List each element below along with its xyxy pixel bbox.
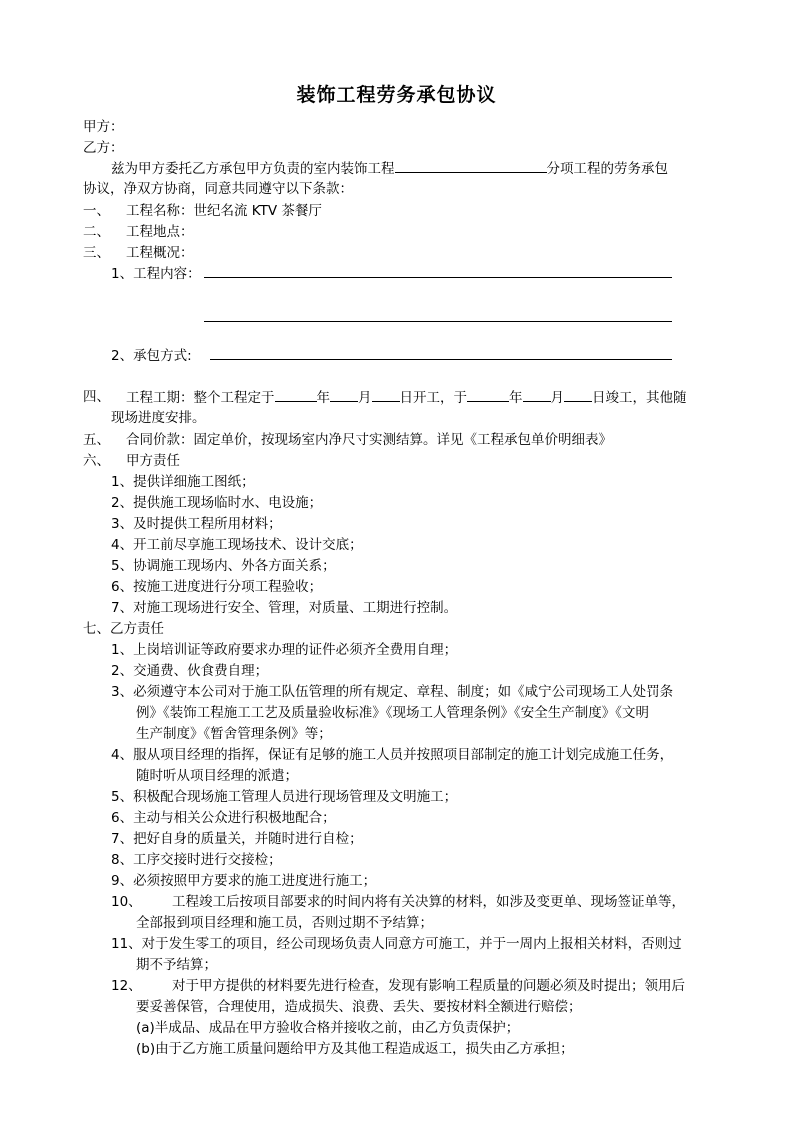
party-b-duty-5: 5、积极配合现场施工管理人员进行现场管理及文明施工； (111, 789, 458, 805)
end-month-unit: 月 (550, 390, 564, 406)
start-month-blank (330, 387, 358, 402)
intro-text-1: 兹为甲方委托乙方承包甲方负责的室内装饰工程 (111, 161, 395, 177)
work-content-blank-1 (204, 277, 672, 278)
section-4-number: 四、 (83, 389, 110, 405)
intro-line-1 (111, 158, 668, 178)
contract-method-label: 2、承包方式: (111, 348, 192, 364)
party-a-duty-2: 2、提供施工现场临时水、电设施； (111, 495, 323, 511)
party-b-duty-4-line-2: 随时听从项目经理的派遣； (136, 768, 298, 784)
section-2-number: 二、 (83, 224, 110, 240)
section-1-text: 工程名称：世纪名流 KTV 茶餐厅 (126, 203, 322, 219)
party-b-duty-3-line-2: 例》《装饰工程施工工艺及质量验收标准》《现场工人管理条例》《安全生产制度》《文明 (136, 705, 649, 721)
section-5-number: 五、 (83, 432, 110, 448)
section-6-number: 六、 (83, 453, 110, 469)
end-year-blank (467, 387, 509, 402)
party-b-duty-10-line-2: 全部报到项目经理和施工员，否则过期不予结算； (136, 915, 433, 931)
end-text: 日竣工，其他随 (592, 390, 687, 406)
work-content-blank-2 (204, 321, 672, 322)
project-blank (395, 158, 547, 173)
party-b-duty-12-clause-a: (a)半成品、成品在甲方验收合格并接收之前，由乙方负责保护； (136, 1020, 520, 1036)
party-b-duty-3-line-3: 生产制度》《暂舍管理条例》等； (136, 726, 332, 742)
party-b-label: 乙方： (83, 140, 124, 156)
party-b-duty-6: 6、主动与相关公众进行积极地配合； (111, 810, 336, 826)
party-b-duty-3-line-1: 3、必须遵守本公司对于施工队伍管理的所有规定、章程、制度；如《咸宁公司现场工人处罚条 (111, 684, 674, 700)
party-b-duty-4-line-1: 4、服从项目经理的指挥，保证有足够的施工人员并按照项目部制定的施工计划完成施工任务， (111, 747, 674, 763)
party-b-duty-2: 2、交通费、伙食费自理； (111, 663, 269, 679)
party-b-duty-9: 9、必须按照甲方要求的施工进度进行施工； (111, 873, 377, 889)
start-year-unit: 年 (316, 390, 330, 406)
start-text: 日开工，于 (399, 390, 467, 406)
end-day-blank (564, 387, 592, 402)
start-month-unit: 月 (358, 390, 372, 406)
start-year-blank (275, 387, 317, 402)
party-b-duty-11-line-2: 期不予结算； (136, 957, 217, 973)
party-b-duty-8: 8、工序交接时进行交接检； (111, 852, 282, 868)
start-day-blank (372, 387, 400, 402)
section-6-title: 甲方责任 (126, 453, 180, 469)
party-b-duty-10-line-1: 工程竣工后按项目部要求的时间内将有关决算的材料，如涉及变更单、现场签证单等， (172, 894, 685, 910)
party-b-duty-10-number: 10、 (111, 894, 142, 910)
section-2-text: 工程地点： (126, 224, 194, 240)
party-b-duty-12-clause-b: (b)由于乙方施工质量问题给甲方及其他工程造成返工，损失由乙方承担； (136, 1041, 574, 1057)
section-1-number: 一、 (83, 203, 110, 219)
intro-line-2: 协议，净双方协商，同意共同遵守以下条款： (83, 181, 353, 197)
document-title: 装饰工程劳务承包协议 (296, 84, 497, 106)
party-a-label: 甲方： (83, 119, 124, 135)
party-a-duty-1: 1、提供详细施工图纸； (111, 474, 255, 490)
party-b-duty-12-line-2: 要妥善保管，合理使用，造成损失、浪费、丢失、要按材料全额进行赔偿； (136, 999, 582, 1015)
contract-method-blank (210, 359, 672, 360)
section-3-number: 三、 (83, 245, 110, 261)
party-a-duty-4: 4、开工前尽享施工现场技术、设计交底； (111, 537, 363, 553)
party-a-duty-6: 6、按施工进度进行分项工程验收； (111, 579, 323, 595)
party-b-duty-12-number: 12、 (111, 978, 142, 994)
end-year-unit: 年 (509, 390, 523, 406)
party-b-duty-12-line-1: 对于甲方提供的材料要先进行检查，发现有影响工程质量的问题必须及时提出；领用后 (172, 978, 685, 994)
party-b-duty-7: 7、把好自身的质量关，并随时进行自检； (111, 831, 363, 847)
schedule-text: 工程工期：整个工程定于 (126, 390, 275, 406)
intro-text-2: 分项工程的劳务承包 (546, 161, 668, 177)
section-7-title: 七、乙方责任 (83, 621, 164, 637)
work-content-label: 1、工程内容： (111, 266, 201, 282)
party-a-duty-5: 5、协调施工现场内、外各方面关系； (111, 558, 336, 574)
section-4-line-2: 现场进度安排。 (111, 410, 206, 426)
section-3-text: 工程概况： (126, 245, 194, 261)
section-5-text: 合同价款：固定单价，按现场室内净尺寸实测结算。详见《工程承包单价明细表》 (126, 432, 612, 448)
section-4-line-1 (126, 387, 687, 407)
party-b-duty-1: 1、上岗培训证等政府要求办理的证件必须齐全费用自理； (111, 642, 458, 658)
end-month-blank (523, 387, 551, 402)
party-a-duty-7: 7、对施工现场进行安全、管理，对质量、工期进行控制。 (111, 600, 458, 616)
party-a-duty-3: 3、及时提供工程所用材料； (111, 516, 282, 532)
party-b-duty-11-line-1: 11、对于发生零工的项目，经公司现场负责人同意方可施工，并于一周内上报相关材料，否则过 (111, 936, 682, 952)
